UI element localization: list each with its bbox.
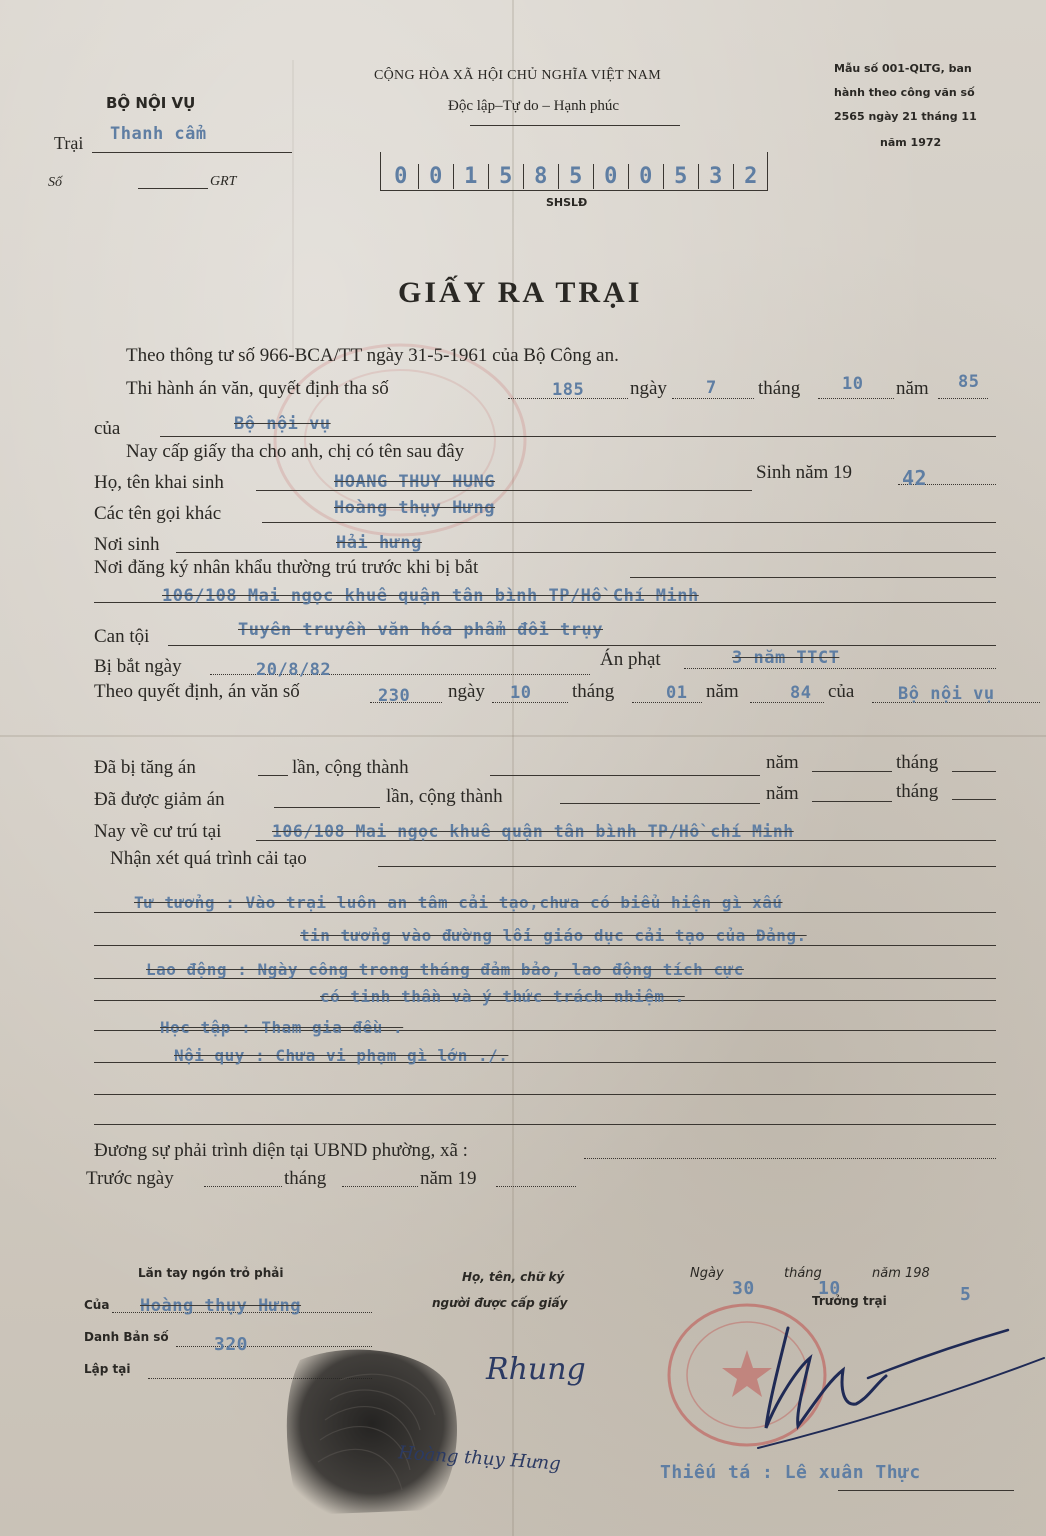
ministry-name: BỘ NỘI VỤ [106,94,196,112]
sentence-label: Án phạt [600,649,661,670]
camp-head-title: Trưởng trại [812,1294,887,1308]
birth-year-label: Sinh năm 19 [756,462,853,483]
fingerprint-no-label: Danh Bản số [84,1330,169,1344]
recipient-sig-title-1: Họ, tên, chữ ký [462,1270,565,1284]
ruling-num: 230 [378,686,411,706]
crime-label: Can tội [94,626,150,647]
fold-crease-left [292,60,294,360]
issuer-value: Bộ nội vụ [234,414,331,434]
serial-digit: 0 [419,164,454,189]
fold-crease-horizontal [0,735,1046,737]
fingerprint-of-value: Hoàng thụy Hưng [140,1296,302,1316]
review-label: Nhận xét quá trình cải tạo [110,848,307,869]
review-rules: Nội quy : Chưa vi phạm gì lớn ./. [174,1046,509,1065]
serial-digit: 0 [384,164,419,189]
report-location: Đương sự phải trình diện tại UBND phường, xã : [94,1140,468,1161]
form-note-4: năm 1972 [880,136,942,149]
serial-digit: 8 [524,164,559,189]
sentence-line [684,668,996,669]
birthplace-line [176,552,996,553]
review-line-0 [378,866,996,867]
birth-year-value: 42 [902,466,928,490]
so-line [138,188,208,189]
crime-line [168,645,996,646]
residence-line-1 [630,577,996,578]
serial-digits [384,164,768,189]
reduce-thang-line [952,799,996,800]
camp-line [92,152,292,153]
review-labor-1: Lao động : Ngày công trong tháng đảm bảo, lao động tích cực [146,960,744,979]
camp-label: Trại [54,133,84,153]
decision-ngay: ngày [630,378,667,399]
report-month-line [342,1186,418,1187]
reduce-mid: lần, cộng thành [386,786,503,807]
motto-underline [470,125,680,126]
report-location-line [584,1158,996,1159]
decision-year-line [938,398,988,399]
recipient-sig-title-2: người được cấp giấy [432,1296,568,1310]
increase-total-line [490,775,760,776]
reduce-nam: năm [766,783,799,804]
issue-date-month: 10 [818,1278,841,1299]
increase-nam: năm [766,752,799,773]
reduce-count-line [274,807,380,808]
serial-digit: 1 [454,164,489,189]
ruling-year-line [750,702,824,703]
camp-head-signature [748,1318,1046,1458]
review-line-2 [94,945,996,946]
grt-label: GRT [210,174,237,189]
decision-nam: năm [896,378,929,399]
residence-value: 106/108 Mai ngọc khuê quận tân bình TP/Hồ Chí Minh [162,586,699,606]
document-title: GIẤY RA TRẠI [398,276,643,309]
increase-mid: lần, cộng thành [292,757,409,778]
review-thought-2: tin tưởng vào đường lối giáo dục cải tạo của Đảng. [300,926,807,945]
decision-month: 10 [842,374,864,394]
residence-label: Nơi đăng ký nhân khẩu thường trú trước khi bị bắt [94,557,479,578]
serial-digit: 0 [629,164,664,189]
review-line-7 [94,1094,996,1095]
so-label: Số [48,175,62,190]
fingerprint-of-label: Của [84,1298,110,1312]
birthplace-label: Nơi sinh [94,534,160,555]
review-thought-1: Tư tưởng : Vào trại luôn an tâm cải tạo,chưa có biểu hiện gì xấu [134,893,783,912]
issue-date-year-digit: 5 [960,1284,972,1305]
serial-digit: 5 [664,164,699,189]
form-note-2: hành theo công văn số [834,86,975,99]
report-before: Trước ngày [86,1168,174,1189]
review-line-8 [94,1124,996,1125]
alias-value: Hoàng thụy Hưng [334,498,496,518]
serial-digit: 0 [594,164,629,189]
ruling-thang: tháng [572,681,615,702]
issuer-label: của [94,418,121,439]
serial-digit: 3 [699,164,734,189]
republic-name: CỘNG HÒA XÃ HỘI CHỦ NGHĨA VIỆT NAM [374,68,661,83]
ruling-cua: của [828,681,855,702]
serial-digit: 5 [489,164,524,189]
report-before-line [204,1186,282,1187]
serial-caption: SHSLĐ [546,196,588,209]
return-label: Nay về cư trú tại [94,821,222,842]
increase-thang-line [952,771,996,772]
increase-count-line [258,775,288,776]
review-labor-2: có tinh thần và ý thức trách nhiệm . [320,987,685,1006]
form-note-3: 2565 ngày 21 tháng 11 [834,110,977,123]
decision-thang: tháng [758,378,801,399]
report-month: tháng [284,1168,327,1189]
reduce-nam-line [812,801,892,802]
review-study: Học tập : Tham gia đều . [160,1018,404,1037]
decision-day-line [672,398,754,399]
alias-label: Các tên gọi khác [94,503,222,524]
ruling-year: 84 [790,683,812,703]
camp-head-name: Thiếu tá : Lê xuân Thực [660,1462,921,1483]
fingerprint-made-label: Lập tại [84,1362,131,1376]
increase-nam-line [812,771,892,772]
report-year: năm 19 [420,1168,477,1189]
decision-month-line [818,398,894,399]
issue-statement: Nay cấp giấy tha cho anh, chị có tên sau đây [126,441,465,462]
reduce-total-line [560,803,760,804]
birth-name-line [256,490,752,491]
increase-thang: tháng [896,752,939,773]
decision-year: 85 [958,372,980,392]
ruling-nam: năm [706,681,739,702]
birthplace-value: Hải hưng [336,533,422,553]
sentence-value: 3 năm TTCT [732,648,840,668]
serial-digit: 5 [559,164,594,189]
issuer-line [160,436,996,437]
ruling-day: 10 [510,683,532,703]
decision-label: Thi hành án văn, quyết định tha số [126,378,389,399]
fingerprint-title: Lăn tay ngón trỏ phải [138,1266,284,1280]
fingerprint-mark [270,1340,470,1520]
reduce-label: Đã được giảm án [94,789,225,810]
motto: Độc lập–Tự do – Hạnh phúc [448,98,620,114]
return-value: 106/108 Mai ngọc khuê quận tân bình TP/Hồ chí Minh [272,822,794,841]
recipient-handwritten-name: Hoàng thụy Hưng [397,1442,562,1475]
increase-label: Đã bị tăng án [94,757,196,778]
recipient-signature: Rhung [486,1352,586,1387]
crime-value: Tuyên truyền văn hóa phẩm đồi trụy [238,620,603,640]
camp-head-name-underline [838,1490,1014,1491]
ruling-month: 01 [666,683,688,703]
reduce-thang: tháng [896,781,939,802]
birth-name-value: HOANG THUY HUNG [334,472,496,492]
arrest-label: Bị bắt ngày [94,656,182,677]
circular-reference: Theo thông tư số 966-BCA/TT ngày 31-5-1961 của Bộ Công an. [126,345,619,366]
birth-name-label: Họ, tên khai sinh [94,472,224,493]
form-note-1: Mẫu số 001-QLTG, ban [834,62,972,75]
alias-line [262,522,996,523]
decision-num: 185 [552,380,585,400]
issue-date-day: 30 [732,1278,755,1299]
review-line-1 [94,912,996,913]
issue-date-thang: tháng [784,1266,822,1281]
ruling-ngay: ngày [448,681,485,702]
camp-value: Thanh cẩm [110,124,207,144]
ruling-label: Theo quyết định, án văn số [94,681,300,702]
serial-digit: 2 [744,164,758,189]
decision-day: 7 [706,378,717,398]
report-year-line [496,1186,576,1187]
fingerprint-no-value: 320 [214,1334,249,1355]
ruling-by: Bộ nội vụ [898,684,995,704]
issue-date-nam: năm 198 [872,1266,930,1281]
arrest-value: 20/8/82 [256,660,332,680]
issue-date-ngay: Ngày [690,1266,724,1281]
